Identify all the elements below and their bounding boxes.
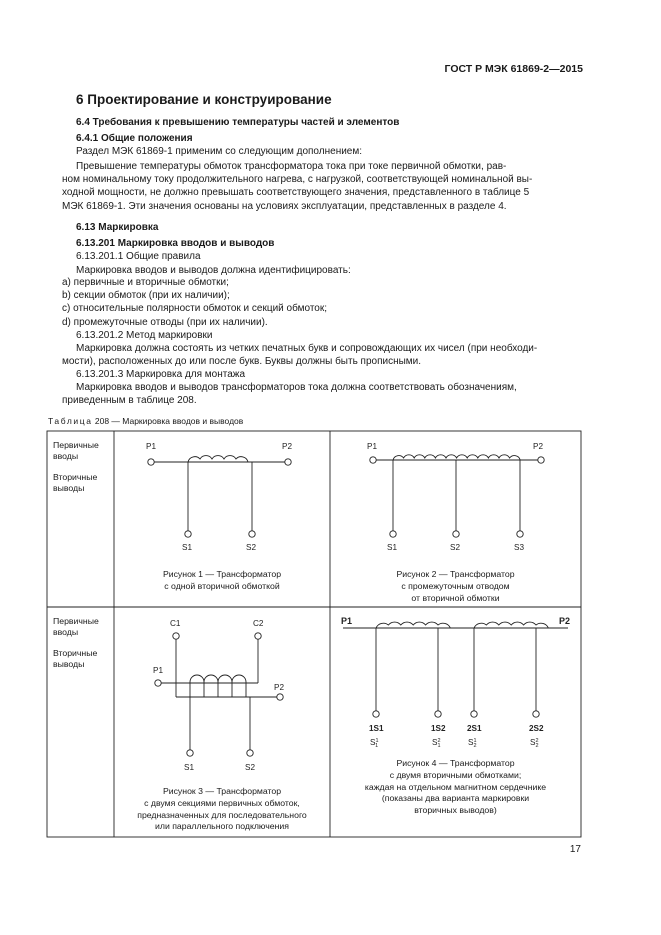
caption-line: с двумя секциями первичных обмоток, — [144, 797, 300, 808]
caption-line: Рисунок 1 — Трансформатор — [162, 569, 282, 579]
paragraph-line: ном номинальному току продолжительного нагрева, с нагрузкой, соответствующей номинальной вы- — [62, 174, 533, 186]
paragraph-line: Маркировка должна состоять из четких печатных букв и сопровождающих их чисел (при необходи- — [76, 343, 538, 354]
label-primary: Первичные — [53, 616, 99, 626]
paragraph-line: Маркировка вводов и выводов трансформаторов тока должна соответствовать обозначениям, — [76, 382, 517, 393]
caption-line: Рисунок 3 — Трансформатор — [162, 786, 282, 796]
label-p1: P1 — [341, 616, 353, 626]
secondary-winding-1 — [376, 622, 450, 628]
section-title: 6 Проектирование и конструирование — [76, 92, 332, 107]
secondary-winding-2 — [474, 622, 548, 628]
label-primary: Первичные — [53, 440, 99, 450]
clause-6-13-201-3: 6.13.201.3 Маркировка для монтажа — [76, 369, 246, 380]
marking-intro: Маркировка вводов и выводов должна идентифицировать: — [76, 265, 351, 276]
terminal-p1 — [370, 457, 376, 463]
terminal-p2 — [285, 459, 291, 465]
label-p1: P1 — [367, 442, 378, 451]
terminal-c1 — [173, 633, 179, 639]
terminal-2s2 — [533, 711, 539, 717]
label-c1: C1 — [170, 619, 181, 628]
alt-label-1s1: $S^1$ 1 — [370, 738, 379, 749]
alt-label-1s2: $S^2$ 1 — [432, 738, 441, 749]
label-p2: P2 — [282, 442, 293, 451]
label-primary-2: вводы — [53, 451, 79, 461]
secondary-winding — [393, 455, 520, 460]
subsection-6-13-201-title: 6.13.201 Маркировка вводов и выводов — [76, 238, 275, 249]
caption-line: с двумя вторичными обмотками; — [389, 769, 522, 780]
figure-1-diagram — [148, 456, 291, 538]
label-s2: S2 — [245, 763, 256, 772]
table-caption-text: 208 — Маркировка вводов и выводов — [92, 416, 244, 426]
terminal-p2 — [277, 694, 283, 700]
terminal-2s1 — [471, 711, 477, 717]
list-item: a) первичные и вторичные обмотки; — [62, 277, 229, 288]
caption-line: от вторичной обмотки — [411, 592, 500, 603]
caption-line: с одной вторичной обмоткой — [164, 580, 280, 591]
label-1s1: 1S1 — [369, 724, 384, 733]
terminal-s2 — [249, 531, 255, 537]
caption-line: каждая на отдельном магнитном сердечнике — [364, 781, 547, 792]
alt-label-2s2: $S^2$ 2 — [530, 738, 539, 749]
document-header: ГОСТ Р МЭК 61869-2—2015 — [444, 63, 583, 75]
subsection-6-13-title: 6.13 Маркировка — [76, 222, 159, 233]
figure-2-caption — [330, 569, 581, 604]
caption-line: с промежуточным отводом — [401, 580, 510, 591]
terminal-s1 — [187, 750, 193, 756]
paragraph-line: приведенным в таблице 208. — [62, 395, 197, 407]
label-p1: P1 — [153, 666, 164, 675]
paragraph-6-4-1-intro: Раздел МЭК 61869-1 применим со следующим дополнением: — [76, 146, 363, 157]
terminal-s2 — [247, 750, 253, 756]
label-c2: C2 — [253, 619, 264, 628]
row-label-2 — [53, 616, 99, 670]
label-p1: P1 — [146, 442, 157, 451]
caption-line: предназначенных для последовательного — [137, 809, 307, 820]
terminal-s1 — [185, 531, 191, 537]
terminal-p2 — [538, 457, 544, 463]
label-s1: S1 — [184, 763, 195, 772]
caption-line: Рисунок 4 — Трансформатор — [396, 758, 515, 768]
alt-label-2s1: $S^1$ 2 — [468, 738, 477, 749]
figure-4-diagram — [343, 622, 568, 717]
label-s2: S2 — [450, 543, 461, 552]
row-label-1 — [53, 440, 99, 494]
label-s3: S3 — [514, 543, 525, 552]
label-primary-2: вводы — [53, 627, 79, 637]
label-2s1: 2S1 — [467, 724, 482, 733]
label-1s2: 1S2 — [431, 724, 446, 733]
label-secondary-2: выводы — [53, 659, 85, 669]
figure-1-labels — [146, 442, 292, 552]
label-p2: P2 — [559, 616, 571, 626]
figure-2-diagram — [370, 455, 544, 537]
figure-4-caption — [330, 758, 581, 817]
label-s1: S1 — [387, 543, 398, 552]
page-number: 17 — [569, 844, 581, 855]
terminal-p1 — [148, 459, 154, 465]
caption-line: (показаны два варианта маркировки — [381, 793, 530, 804]
terminal-s3 — [517, 531, 523, 537]
secondary-winding — [188, 456, 248, 462]
label-secondary: Вторичные — [53, 472, 98, 482]
caption-line: или параллельного подключения — [155, 821, 289, 832]
paragraph-line: мости), расположенных до или после букв. Буквы должны быть прописными. — [62, 356, 422, 368]
clause-6-13-201-1: 6.13.201.1 Общие правила — [76, 251, 201, 262]
paragraph-line: МЭК 61869-1. Эти значения основаны на условиях эксплуатации, представленных в разделе 4. — [62, 200, 507, 212]
terminal-s2 — [453, 531, 459, 537]
terminal-1s2 — [435, 711, 441, 717]
list-item: d) промежуточные отводы (при их наличии). — [62, 316, 268, 328]
paragraph-line: Превышение температуры обмоток трансформатора тока при токе первичной обмотки, рав- — [76, 161, 507, 172]
label-s1: S1 — [182, 543, 193, 552]
figure-3-caption — [114, 786, 330, 833]
list-item: b) секции обмоток (при их наличии); — [62, 290, 230, 302]
list-item: c) относительные полярности обмоток и секций обмоток; — [62, 303, 328, 315]
label-s2: S2 — [246, 543, 257, 552]
clause-6-13-201-2: 6.13.201.2 Метод маркировки — [76, 330, 213, 341]
label-secondary: Вторичные — [53, 648, 98, 658]
label-2s2: 2S2 — [529, 724, 544, 733]
terminal-c2 — [255, 633, 261, 639]
caption-line: вторичных выводов) — [414, 805, 497, 816]
terminal-1s1 — [373, 711, 379, 717]
figure-3-diagram — [155, 633, 283, 756]
figure-1-caption — [114, 569, 330, 593]
subsection-6-4-1-title: 6.4.1 Общие положения — [76, 133, 193, 144]
caption-line: Рисунок 2 — Трансформатор — [396, 569, 515, 579]
label-p2: P2 — [274, 683, 285, 692]
table-caption-word: Таблица — [48, 416, 93, 426]
label-p2: P2 — [533, 442, 544, 451]
figure-3-labels — [153, 619, 284, 772]
terminal-p1 — [155, 680, 161, 686]
subsection-6-4-title: 6.4 Требования к превышению температуры частей и элементов — [76, 117, 400, 128]
label-secondary-2: выводы — [53, 483, 85, 493]
terminal-s1 — [390, 531, 396, 537]
paragraph-line: ходной мощности, не должно превышать соответствующего значения, представленного в таблице 5 — [62, 187, 530, 199]
